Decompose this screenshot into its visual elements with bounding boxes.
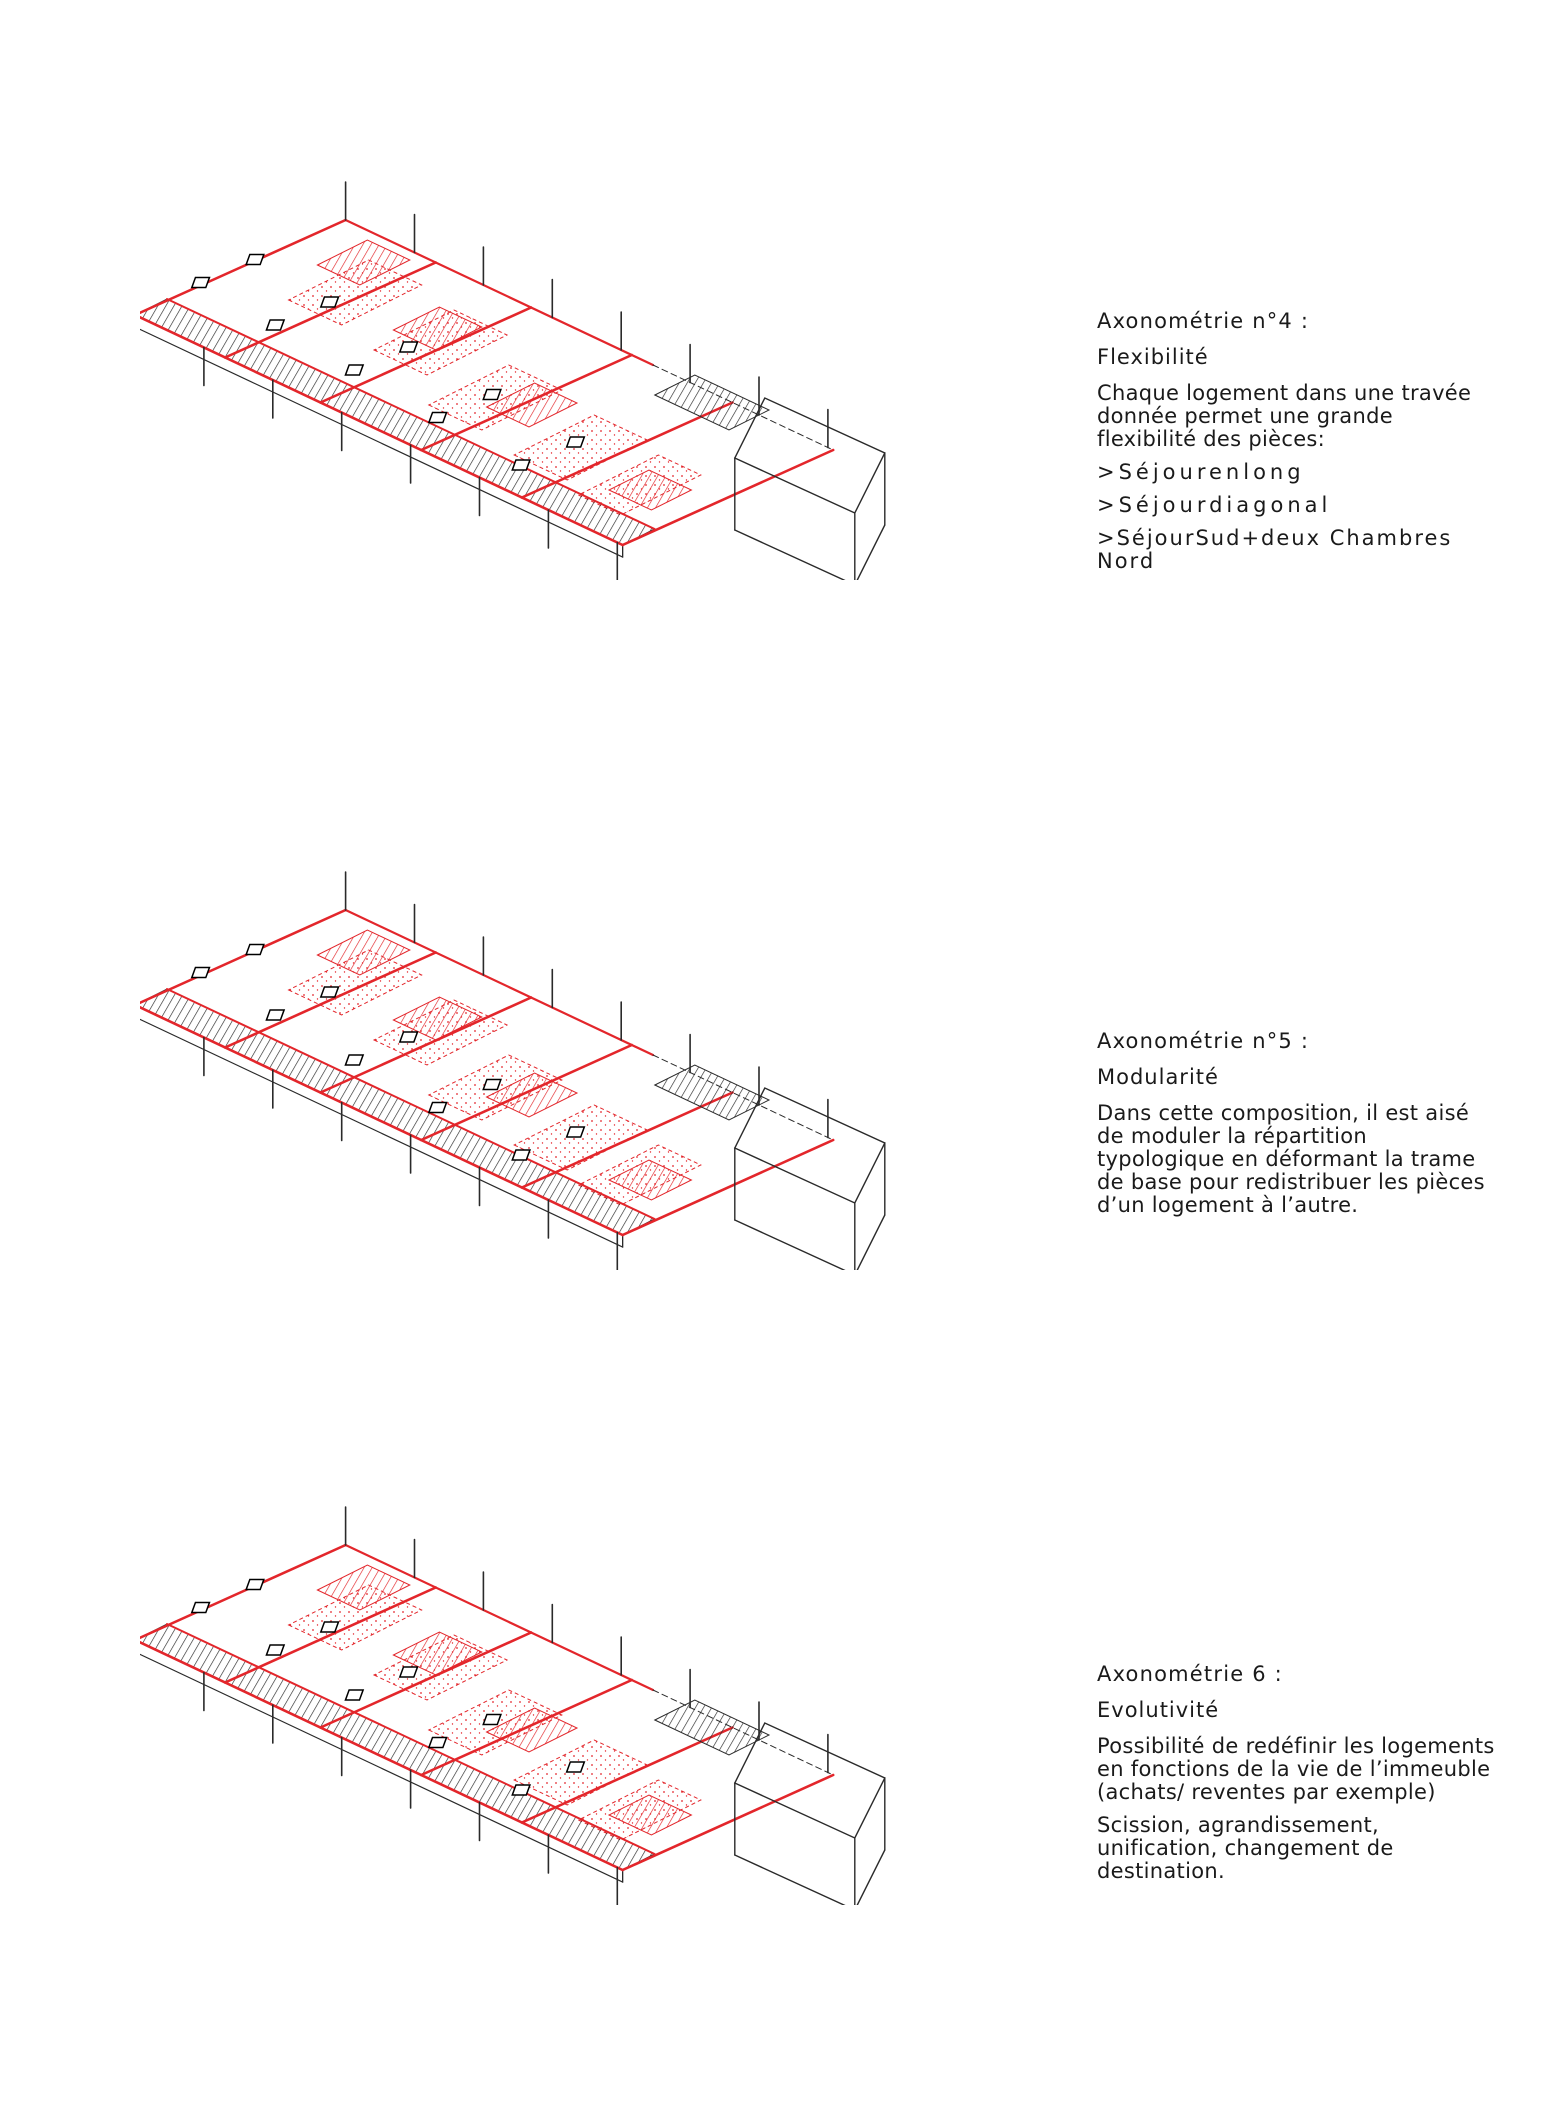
shaft-symbol [266, 1010, 284, 1020]
loggia-strip [140, 1624, 655, 1870]
axonometric-drawing-6 [140, 1465, 900, 1905]
shaft-symbol [429, 1738, 447, 1748]
caption-paragraph: Chaque logement dans une travée donnée permet une grande flexibilité des pièces: [1097, 381, 1472, 451]
shaft-symbol [429, 413, 447, 423]
shaft-symbol [567, 437, 585, 447]
shaft-symbol [400, 342, 418, 352]
loggia-strip [140, 989, 655, 1235]
annex-edge [855, 1215, 885, 1270]
annex-edge [855, 525, 885, 580]
caption-list-item: >Séjourenlong [1097, 460, 1305, 484]
shaft-symbol [429, 1103, 447, 1113]
axonometric-drawing-4 [140, 140, 900, 580]
loggia-strip [140, 299, 655, 545]
shaft-symbol [192, 1603, 210, 1613]
shaft-symbol [512, 1785, 530, 1795]
shaft-symbol [246, 255, 264, 265]
shaft-symbol [266, 1645, 284, 1655]
panel-axonometrie-6 [0, 1465, 1546, 2105]
caption-list-item: >Séjourdiagonal [1097, 493, 1332, 517]
shaft-symbol [483, 390, 501, 400]
stair-block [655, 375, 769, 430]
shaft-symbol [246, 945, 264, 955]
caption-list-item: >SéjourSud+deux Chambres Nord [1097, 526, 1453, 573]
shaft-symbol [345, 1055, 363, 1065]
stair-block [655, 1700, 769, 1755]
shaft-symbol [321, 297, 339, 307]
panel-axonometrie-4 [0, 140, 1546, 780]
axo-drawing [140, 182, 885, 580]
annex-edge [735, 1220, 855, 1270]
axonometric-drawing-5 [140, 830, 900, 1270]
stair-block [655, 1065, 769, 1120]
annex-edge [735, 530, 855, 580]
shaft-symbol [321, 1622, 339, 1632]
annex-edge [855, 1850, 885, 1905]
annex-edge [735, 1855, 855, 1905]
shaft-symbol [266, 320, 284, 330]
shaft-symbol [192, 968, 210, 978]
shaft-symbol [345, 365, 363, 375]
shaft-symbol [321, 987, 339, 997]
shaft-symbol [345, 1690, 363, 1700]
axo-drawing [140, 872, 885, 1270]
shaft-symbol [192, 278, 210, 288]
caption-title: Axonométrie n°5 : [1097, 1029, 1310, 1053]
panel-axonometrie-5 [0, 830, 1546, 1470]
shaft-symbol [567, 1762, 585, 1772]
caption-paragraph: Scission, agrandissement, unification, changement de destination. [1097, 1813, 1394, 1883]
shaft-symbol [483, 1080, 501, 1090]
caption-axonometrie-6 [1097, 1663, 1497, 1893]
caption-title: Axonométrie 6 : [1097, 1662, 1283, 1686]
caption-subtitle: Flexibilité [1097, 345, 1209, 369]
axo-drawing [140, 1507, 885, 1905]
shaft-symbol [400, 1667, 418, 1677]
shaft-symbol [567, 1127, 585, 1137]
caption-subtitle: Modularité [1097, 1065, 1219, 1089]
shaft-symbol [483, 1715, 501, 1725]
shaft-symbol [512, 460, 530, 470]
caption-axonometrie-4 [1097, 310, 1497, 583]
caption-title: Axonométrie n°4 : [1097, 309, 1310, 333]
caption-axonometrie-5 [1097, 1030, 1497, 1227]
caption-paragraph: Dans cette composition, il est aisé de moduler la répartition typologique en déformant la trame de base pour redistribuer les pièces d’un logement à l’autre. [1097, 1101, 1485, 1217]
caption-paragraph: Possibilité de redéfinir les logements en fonctions de la vie de l’immeuble (achats/ reventes par exemple) [1097, 1734, 1495, 1804]
shaft-symbol [400, 1032, 418, 1042]
caption-subtitle: Evolutivité [1097, 1698, 1220, 1722]
shaft-symbol [246, 1580, 264, 1590]
shaft-symbol [512, 1150, 530, 1160]
